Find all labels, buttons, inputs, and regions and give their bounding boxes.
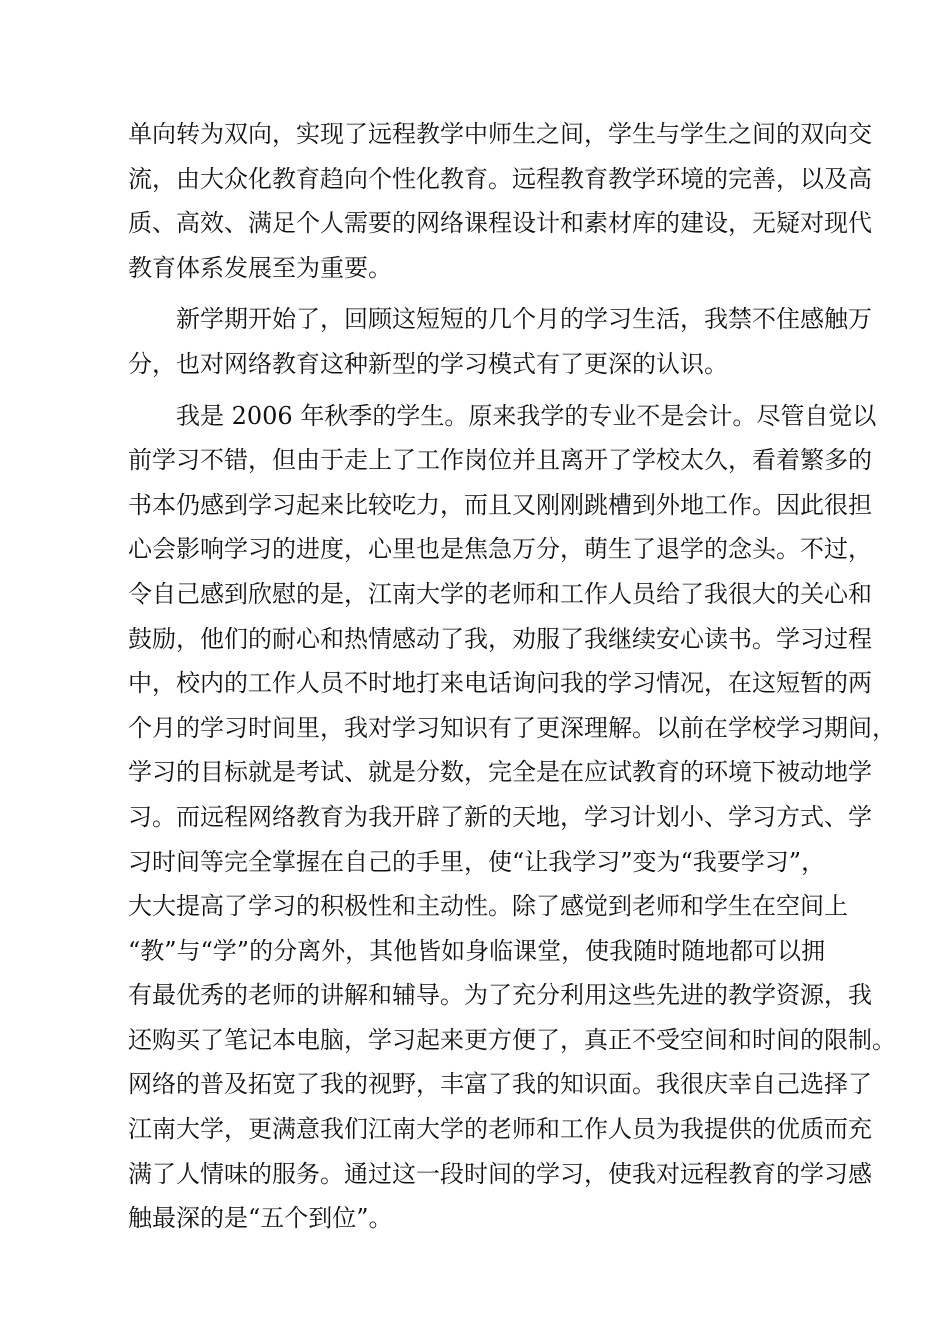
text-line: 我是 2006 年秋季的学生。原来我学的专业不是会计。尽管自觉以 bbox=[128, 401, 877, 430]
text-line: 鼓励，他们的耐心和热情感动了我，劝服了我继续安心读书。学习过程 bbox=[128, 624, 872, 653]
text-line: 江南大学，更满意我们江南大学的老师和工作人员为我提供的优质而充 bbox=[128, 1115, 872, 1144]
text-line: 教育体系发展至为重要。 bbox=[128, 253, 392, 282]
document-body bbox=[128, 112, 896, 1248]
paragraph-2 bbox=[128, 297, 872, 386]
text-line: 质、高效、满足个人需要的网络课程设计和素材库的建设，无疑对现代 bbox=[128, 209, 872, 238]
text-line: 书本仍感到学习起来比较吃力，而且又刚刚跳槽到外地工作。因此很担 bbox=[128, 490, 872, 519]
text-line: 满了人情味的服务。通过这一段时间的学习，使我对远程教育的学习感 bbox=[128, 1159, 872, 1188]
text-line: 大大提高了学习的积极性和主动性。除了感觉到老师和学生在空间上 bbox=[128, 892, 848, 921]
text-line: 还购买了笔记本电脑，学习起来更方便了，真正不受空间和时间的限制。 bbox=[128, 1025, 896, 1054]
text-line: 网络的普及拓宽了我的视野，丰富了我的知识面。我很庆幸自己选择了 bbox=[128, 1070, 872, 1099]
text-line: 令自己感到欣慰的是，江南大学的老师和工作人员给了我很大的关心和 bbox=[128, 579, 872, 608]
text-line: 学习的目标就是考试、就是分数，完全是在应试教育的环境下被动地学 bbox=[128, 758, 872, 787]
text-line: 个月的学习时间里，我对学习知识有了更深理解。以前在学校学习期间， bbox=[128, 713, 896, 742]
paragraph-3 bbox=[128, 394, 896, 1241]
paragraph-1 bbox=[128, 112, 872, 290]
text-line: 中，校内的工作人员不时地打来电话询问我的学习情况，在这短暂的两 bbox=[128, 669, 872, 698]
text-line: 分，也对网络教育这种新型的学习模式有了更深的认识。 bbox=[128, 349, 728, 378]
text-line: 习。而远程网络教育为我开辟了新的天地，学习计划小、学习方式、学 bbox=[128, 802, 872, 831]
text-line: 单向转为双向，实现了远程教学中师生之间，学生与学生之间的双向交 bbox=[128, 120, 872, 148]
text-line: 流，由大众化教育趋向个性化教育。远程教育教学环境的完善，以及高 bbox=[128, 164, 872, 193]
text-line: 习时间等完全掌握在自己的手里，使“让我学习”变为“我要学习”， bbox=[128, 847, 826, 876]
text-line: 触最深的是“五个到位”。 bbox=[128, 1204, 393, 1233]
text-line: “教”与“学”的分离外，其他皆如身临课堂，使我随时随地都可以拥 bbox=[128, 936, 826, 965]
text-line: 新学期开始了，回顾这短短的几个月的学习生活，我禁不住感触万 bbox=[128, 305, 872, 334]
text-line: 心会影响学习的进度，心里也是焦急万分，萌生了退学的念头。不过， bbox=[128, 535, 872, 564]
text-line: 前学习不错，但由于走上了工作岗位并且离开了学校太久，看着繁多的 bbox=[128, 446, 872, 475]
text-line: 有最优秀的老师的讲解和辅导。为了充分利用这些先进的教学资源，我 bbox=[128, 981, 872, 1010]
